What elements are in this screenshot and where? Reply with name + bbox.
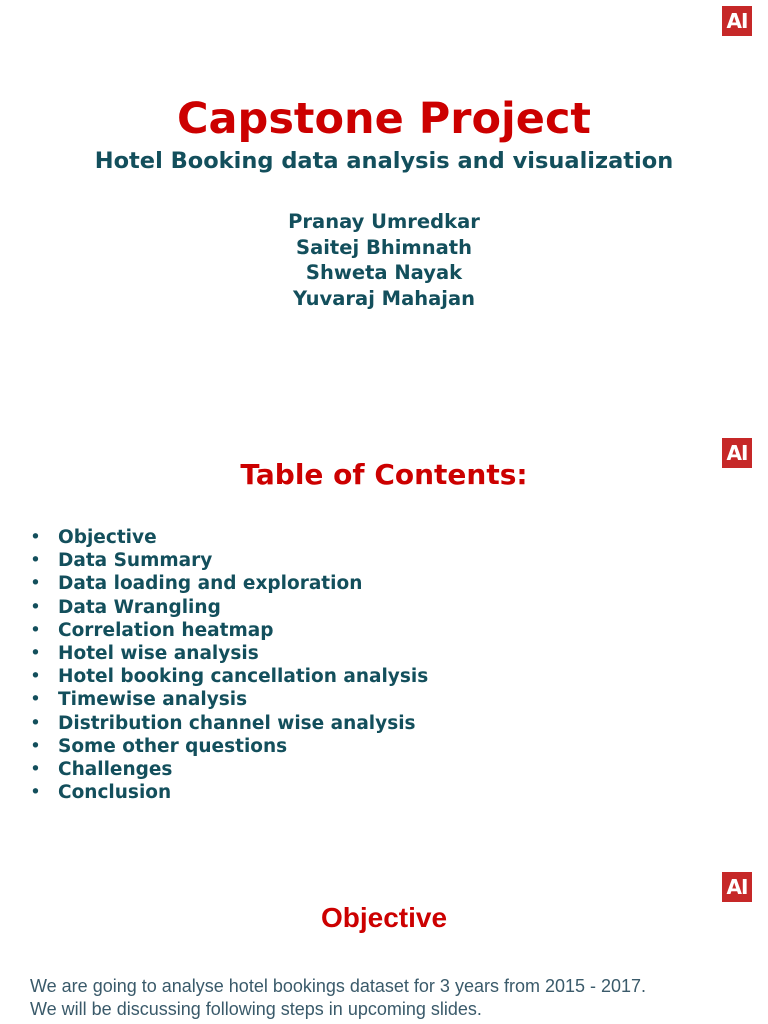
toc-item — [30, 665, 428, 688]
toc-item — [30, 619, 428, 642]
toc-item-label: Hotel booking cancellation analysis — [58, 666, 429, 688]
title-slide — [0, 0, 768, 420]
toc-item-label: Timewise analysis — [58, 689, 248, 711]
toc-list — [30, 526, 428, 804]
toc-item — [30, 572, 428, 595]
bullet-icon: • — [30, 735, 41, 757]
bullet-icon: • — [30, 643, 41, 665]
bullet-icon: • — [30, 596, 41, 618]
brand-logo: AI — [722, 872, 752, 902]
author-list — [0, 209, 768, 311]
toc-item-label: Data Wrangling — [58, 596, 221, 618]
author-name: Yuvaraj Mahajan — [292, 286, 476, 310]
toc-item-label: Objective — [58, 527, 157, 548]
bullet-icon: • — [30, 759, 41, 781]
toc-item — [30, 596, 428, 619]
brand-logo: AI — [722, 438, 752, 468]
toc-item — [30, 758, 428, 781]
bullet-icon: • — [30, 712, 41, 734]
bullet-icon: • — [30, 573, 41, 595]
brand-logo: AI — [722, 6, 752, 36]
toc-item-label: Data loading and exploration — [58, 573, 363, 595]
toc-item-label: Challenges — [58, 759, 173, 781]
objective-slide — [0, 852, 768, 1024]
toc-item — [30, 735, 428, 758]
objective-line: We are going to analyse hotel bookings dataset for 3 years from 2015 - 2017. — [30, 976, 647, 996]
toc-item — [30, 549, 428, 572]
bullet-icon: • — [30, 782, 41, 804]
toc-item-label: Correlation heatmap — [58, 619, 274, 641]
bullet-icon: • — [30, 527, 41, 548]
bullet-icon: • — [30, 666, 41, 688]
toc-item-label: Data Summary — [58, 550, 213, 572]
toc-slide — [0, 420, 768, 852]
bullet-icon: • — [30, 619, 41, 641]
author-name: Pranay Umredkar — [288, 210, 480, 233]
slide-subtitle: Hotel Booking data analysis and visualization — [94, 148, 674, 174]
toc-item-label: Hotel wise analysis — [58, 643, 259, 665]
toc-item-label: Some other questions — [58, 735, 288, 757]
toc-item — [30, 526, 428, 549]
bullet-icon: • — [30, 689, 41, 711]
author-name: Shweta Nayak — [305, 261, 463, 284]
toc-title: Table of Contents: — [240, 458, 528, 491]
objective-title: Objective — [320, 902, 448, 933]
toc-item — [30, 688, 428, 711]
bullet-icon: • — [30, 550, 41, 572]
objective-text — [30, 975, 750, 1021]
toc-item — [30, 642, 428, 665]
toc-item-label: Conclusion — [58, 782, 172, 804]
toc-item-label: Distribution channel wise analysis — [58, 712, 416, 734]
author-name: Saitej Bhimnath — [296, 235, 472, 259]
objective-line: We will be discussing following steps in upcoming slides. — [30, 999, 482, 1019]
toc-item — [30, 712, 428, 735]
toc-item — [30, 781, 428, 804]
slide-title: Capstone Project — [176, 94, 591, 144]
